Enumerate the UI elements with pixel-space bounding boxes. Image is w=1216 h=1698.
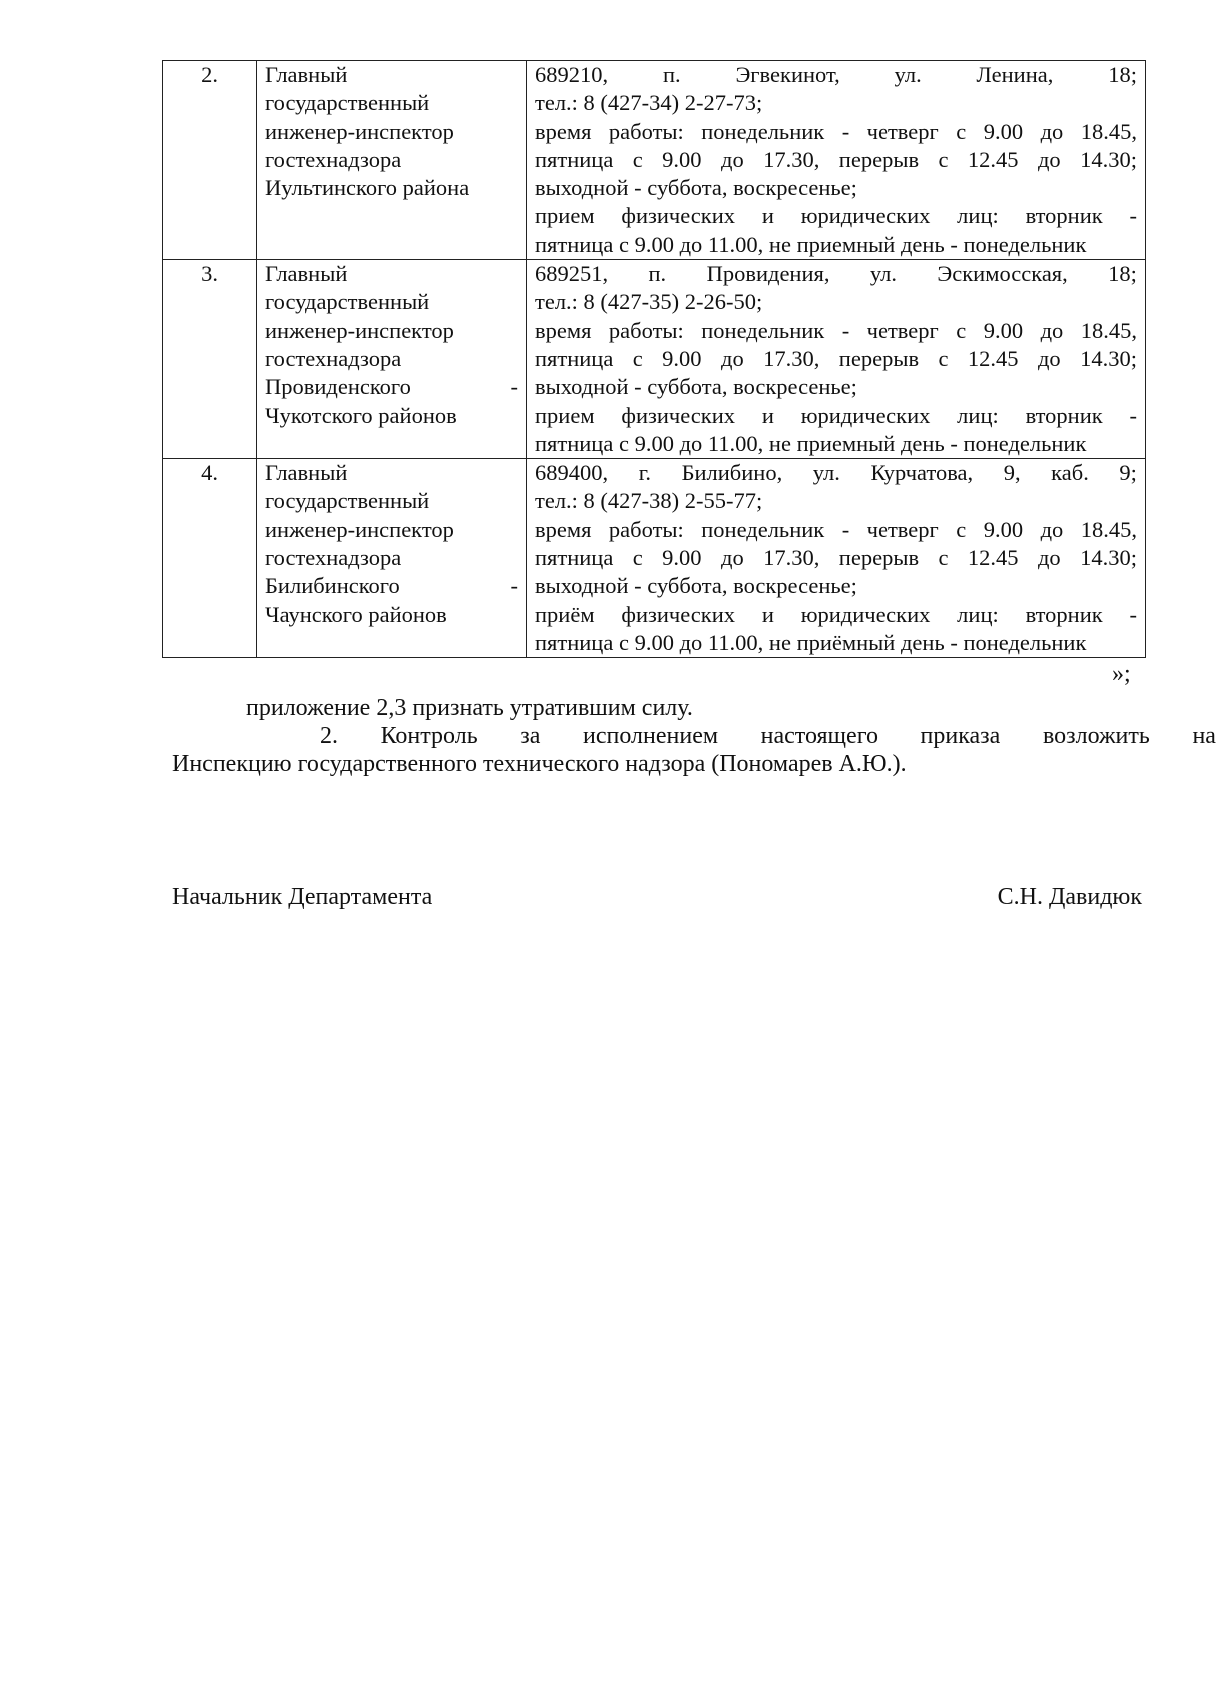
- phone-line: тел.: 8 (427-38) 2-55-77;: [535, 488, 763, 514]
- inspector-title-cell: [257, 459, 527, 658]
- address-word: ул.: [869, 261, 897, 287]
- address-line: [535, 260, 1137, 288]
- reception-line: пятница с 9.00 до 11.00, не приёмный день - понедельник: [535, 629, 1087, 655]
- title-line: гостехнадзора: [265, 545, 402, 571]
- title-line: Иультинского района: [265, 175, 470, 201]
- title-line: [265, 572, 518, 600]
- signatory-name: С.Н. Давидюк: [997, 884, 1142, 910]
- weekend-line: выходной - суббота, воскресенье;: [535, 374, 857, 400]
- title-line: Главный: [265, 261, 348, 287]
- hours-line: пятница с 9.00 до 17.30, перерыв с 12.45 до 14.30;: [535, 545, 1137, 571]
- title-line: Главный: [265, 62, 348, 87]
- address-word: 689251,: [535, 261, 609, 287]
- paragraph-word: 2.: [320, 723, 338, 749]
- hyphen: -: [510, 374, 518, 400]
- hours-line: время работы: понедельник - четверг с 9.00 до 18.45,: [535, 118, 1137, 144]
- row-number: 3.: [163, 260, 257, 459]
- district-name: Билибинского: [265, 573, 400, 599]
- hyphen: -: [510, 573, 518, 599]
- title-line: инженер-инспектор: [265, 317, 454, 343]
- contact-info-cell: [527, 61, 1146, 260]
- address-word: 689400,: [535, 460, 609, 486]
- title-line: Чаунского районов: [265, 601, 447, 627]
- address-word: п.: [648, 261, 667, 287]
- paragraph-word: приказа: [920, 723, 1001, 749]
- address-word: ул.: [894, 62, 922, 87]
- title-line: гостехнадзора: [265, 345, 402, 371]
- address-word: п.: [662, 62, 681, 87]
- title-line: гостехнадзора: [265, 146, 402, 172]
- title-line: государственный: [265, 289, 430, 315]
- address-word: 18;: [1108, 261, 1137, 287]
- address-word: 9,: [1003, 460, 1021, 486]
- title-line: государственный: [265, 488, 430, 514]
- address-word: каб.: [1051, 460, 1089, 486]
- row-number: 2.: [163, 61, 257, 260]
- reception-line: пятница с 9.00 до 11.00, не приемный день - понедельник: [535, 430, 1087, 456]
- signatory-title: Начальник Департамента: [172, 884, 433, 910]
- hours-line: пятница с 9.00 до 17.30, перерыв с 12.45 до 14.30;: [535, 345, 1137, 371]
- paragraph-annulment: приложение 2,3 признать утратившим силу.: [246, 695, 693, 721]
- paragraph-word: на: [1192, 723, 1216, 749]
- inspector-title-cell: [257, 260, 527, 459]
- paragraph-word: исполнением: [583, 723, 719, 749]
- reception-line: прием физических и юридических лиц: вторник -: [535, 402, 1137, 428]
- reception-line: приём физических и юридических лиц: вторник -: [535, 601, 1137, 627]
- hours-line: время работы: понедельник - четверг с 9.00 до 18.45,: [535, 516, 1137, 542]
- address-word: Билибино,: [681, 460, 783, 486]
- row-number: 4.: [163, 459, 257, 658]
- title-line: инженер-инспектор: [265, 516, 454, 542]
- address-word: Провидения,: [706, 261, 830, 287]
- address-word: Курчатова,: [870, 460, 974, 486]
- address-line: [535, 61, 1137, 89]
- weekend-line: выходной - суббота, воскресенье;: [535, 175, 857, 201]
- paragraph-word: возложить: [1042, 723, 1150, 749]
- weekend-line: выходной - суббота, воскресенье;: [535, 573, 857, 599]
- closing-quote: »;: [1112, 661, 1131, 687]
- address-word: Ленина,: [976, 62, 1054, 87]
- inspectors-table: [162, 60, 1146, 658]
- address-word: ул.: [812, 460, 840, 486]
- hours-line: время работы: понедельник - четверг с 9.00 до 18.45,: [535, 317, 1137, 343]
- address-line: [535, 459, 1137, 487]
- inspector-title-cell: [257, 61, 527, 260]
- table-row: [163, 260, 1146, 459]
- address-word: Эгвекинот,: [735, 62, 840, 87]
- title-line: государственный: [265, 90, 430, 116]
- paragraph-control: [246, 722, 1216, 750]
- reception-line: пятница с 9.00 до 11.00, не приемный день - понедельник: [535, 231, 1087, 257]
- title-line: Главный: [265, 460, 348, 486]
- hours-line: пятница с 9.00 до 17.30, перерыв с 12.45 до 14.30;: [535, 146, 1137, 172]
- paragraph-word: Контроль: [380, 723, 478, 749]
- address-word: 18;: [1108, 62, 1137, 87]
- district-name: Провиденского: [265, 374, 411, 400]
- title-line: инженер-инспектор: [265, 118, 454, 144]
- paragraph-control-continued: Инспекцию государственного технического надзора (Пономарев А.Ю.).: [172, 751, 907, 777]
- address-word: Эскимосская,: [937, 261, 1068, 287]
- phone-line: тел.: 8 (427-35) 2-26-50;: [535, 289, 763, 315]
- reception-line: прием физических и юридических лиц: вторник -: [535, 203, 1137, 229]
- table-row: [163, 459, 1146, 658]
- contact-info-cell: [527, 459, 1146, 658]
- address-word: 9;: [1119, 460, 1137, 486]
- paragraph-word: за: [520, 723, 541, 749]
- paragraph-word: настоящего: [760, 723, 878, 749]
- title-line: [265, 373, 518, 401]
- contact-info-cell: [527, 260, 1146, 459]
- address-word: г.: [638, 460, 652, 486]
- table-row: [163, 61, 1146, 260]
- title-line: Чукотского районов: [265, 402, 457, 428]
- phone-line: тел.: 8 (427-34) 2-27-73;: [535, 90, 763, 116]
- address-word: 689210,: [535, 62, 609, 87]
